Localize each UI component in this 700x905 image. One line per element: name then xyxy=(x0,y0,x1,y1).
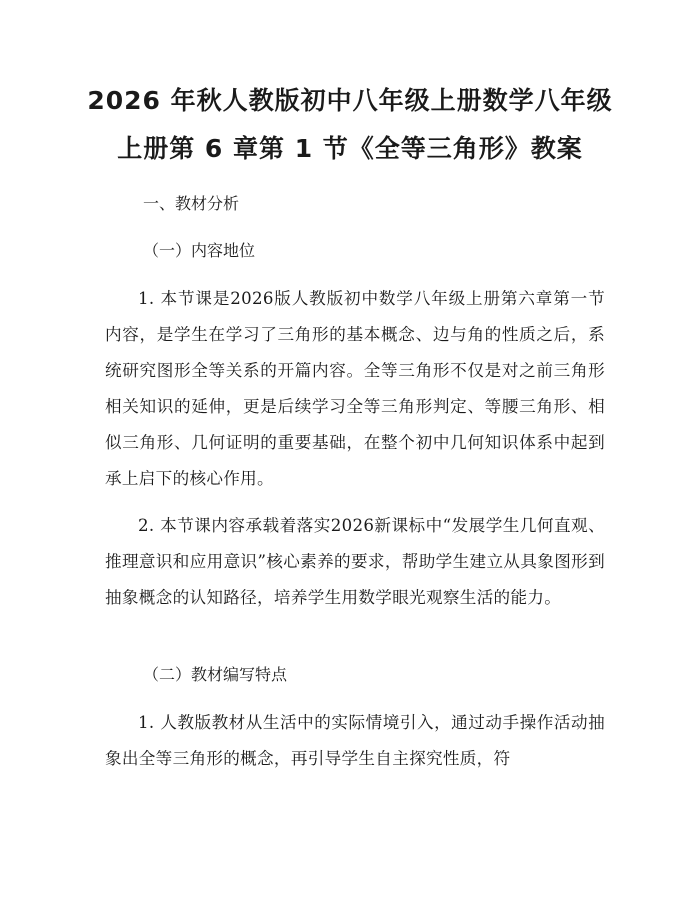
subsection-heading-textbook-features: （二）教材编写特点 xyxy=(143,665,288,684)
paragraph-content-position-2: 2. 本节课内容承载着落实2026新课标中“发展学生几何直观、推理意识和应用意识”核心素养的要求，帮助学生建立从具象图形到抽象概念的认知路径，培养学生用数学眼光观察生活的能力。 xyxy=(105,516,605,607)
section-heading-textbook-analysis: 一、教材分析 xyxy=(143,194,240,213)
paragraph-content-position-1: 1. 本节课是2026版人教版初中数学八年级上册第六章第一节内容，是学生在学习了三角形的基本概念、边与角的性质之后，系统研究图形全等关系的开篇内容。全等三角形不仅是对之前三角形相关知识的延伸，更是后续学习全等三角形判定、等腰三角形、相似三角形、几何证明的重要基础，在整个初中几何知识体系中起到承上启下的核心作用。 xyxy=(105,289,605,488)
document-title-line-1: 2026 年秋人教版初中八年级上册数学八年级 xyxy=(87,86,613,115)
document-title-line-2: 上册第 6 章第 1 节《全等三角形》教案 xyxy=(117,134,583,163)
subsection-heading-content-position: （一）内容地位 xyxy=(143,241,256,260)
paragraph-textbook-features-1: 1. 人教版教材从生活中的实际情境引入，通过动手操作活动抽象出全等三角形的概念，再引导学生自主探究性质，符 xyxy=(105,713,605,768)
